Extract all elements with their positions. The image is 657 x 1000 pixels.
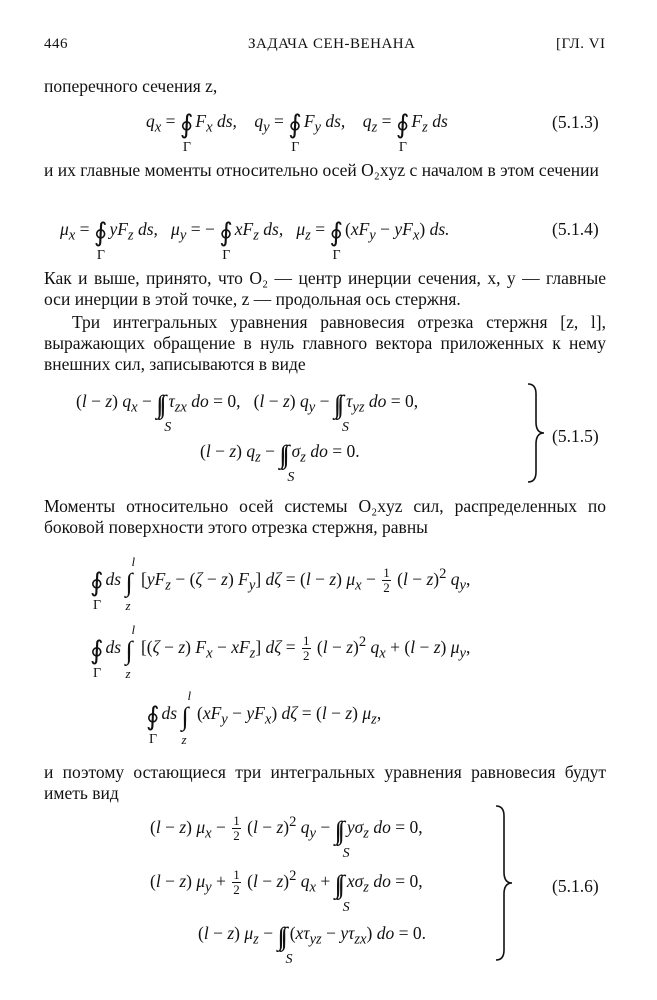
equation-5-1-6-line-1: (l − z) $\mu_x$ − $\frac{1}{2}$ $(l - z)^2$ $q_y$ − ∫∫ S $y\sigma_z$ do = 0,: [150, 813, 423, 861]
equation-number-5-1-6: (5.1.6): [552, 876, 599, 896]
right-brace-5-1-6: [492, 804, 516, 962]
equation-number-5-1-3: (5.1.3): [552, 112, 599, 132]
equation-5-1-6-line-2: (l − z) $\mu_y$ + $\frac{1}{2}$ $(l - z)^2$ $q_x$ + ∫∫ S $x\sigma_z$ do = 0,: [150, 867, 423, 915]
moment-equation-y: ∮ Γ ds ∫ l z [(ζ − z) $F_x - xF_z$] dζ = $\frac{1}{2}$ $(l - z)^2$ $q_x + (l - z)$ $\mu_y$,: [90, 621, 471, 681]
equation-5-1-3: $q_x$ = ∮ Γ $F_x$ ds, $q_y$ = ∮ Γ $F_y$ ds, $q_z$ = ∮ Γ $F_z$ ds: [146, 110, 448, 155]
paragraph-2: и их главные моменты относительно осей O₂xyz с началом в этом сечении: [44, 160, 599, 180]
paragraph-1: поперечного сечения z,: [44, 76, 218, 96]
equation-5-1-4: $\mu_x$ = ∮ Γ $yF_z$ ds, $\mu_y$ = − ∮ Γ $xF_z$ ds, $\mu_z$ = ∮ Γ $(xF_y - yF_x)$ ds.: [60, 218, 450, 263]
equation-5-1-5-line-1: (l − z) $q_x$ − ∫∫ S $\tau_{zx}$ do = 0, (l − z) $q_y$ − ∫∫ S $\tau_{yz}$ do = 0,: [76, 390, 419, 435]
moment-equation-z: ∮ Γ ds ∫ l z $(xF_y - yF_x) d\zeta = (l - z)$ $\mu_z$,: [146, 688, 382, 747]
paragraph-6: и поэтому остающиеся три интегральных уравнения равновесия будут иметь вид: [44, 762, 606, 803]
moment-equation-x: ∮ Γ ds ∫ l z [$yF_z - (\zeta - z)$ $F_y$] dζ = (l − z) $\mu_x$ − $\frac{1}{2}$ $(l - z)^2$ $q_y$,: [90, 553, 471, 613]
equation-5-1-5-line-2: (l − z) $q_z$ − ∫∫ S $\sigma_z$ do = 0.: [200, 440, 360, 485]
paragraph-3: Как и выше, принято, что O₂ — центр инерции сечения, x, y — главные оси инерции в этой точке, z — продольная ось стержня.: [44, 268, 606, 309]
paragraph-5: Моменты относительно осей системы O₂xyz сил, распределенных по боковой поверхности этого отрезка стержня, равны: [44, 496, 606, 537]
paragraph-4: Три интегральных уравнения равновесия отрезка стержня [z, l], выражающих обращение в нуль главного вектора приложенных к нему внешних сил, записываются в виде: [44, 312, 606, 374]
equation-5-1-6-line-3: (l − z) $\mu_z$ − ∫∫ S $(x\tau_{yz} - y\tau_{zx})$ do = 0.: [198, 922, 426, 967]
chapter-label: [ГЛ. VI: [556, 36, 606, 52]
page-number: 446: [44, 36, 68, 52]
equation-number-5-1-5: (5.1.5): [552, 426, 599, 446]
equation-number-5-1-4: (5.1.4): [552, 219, 599, 239]
running-title: ЗАДАЧА СЕН-ВЕНАНА: [248, 36, 416, 52]
right-brace-5-1-5: [524, 382, 548, 484]
